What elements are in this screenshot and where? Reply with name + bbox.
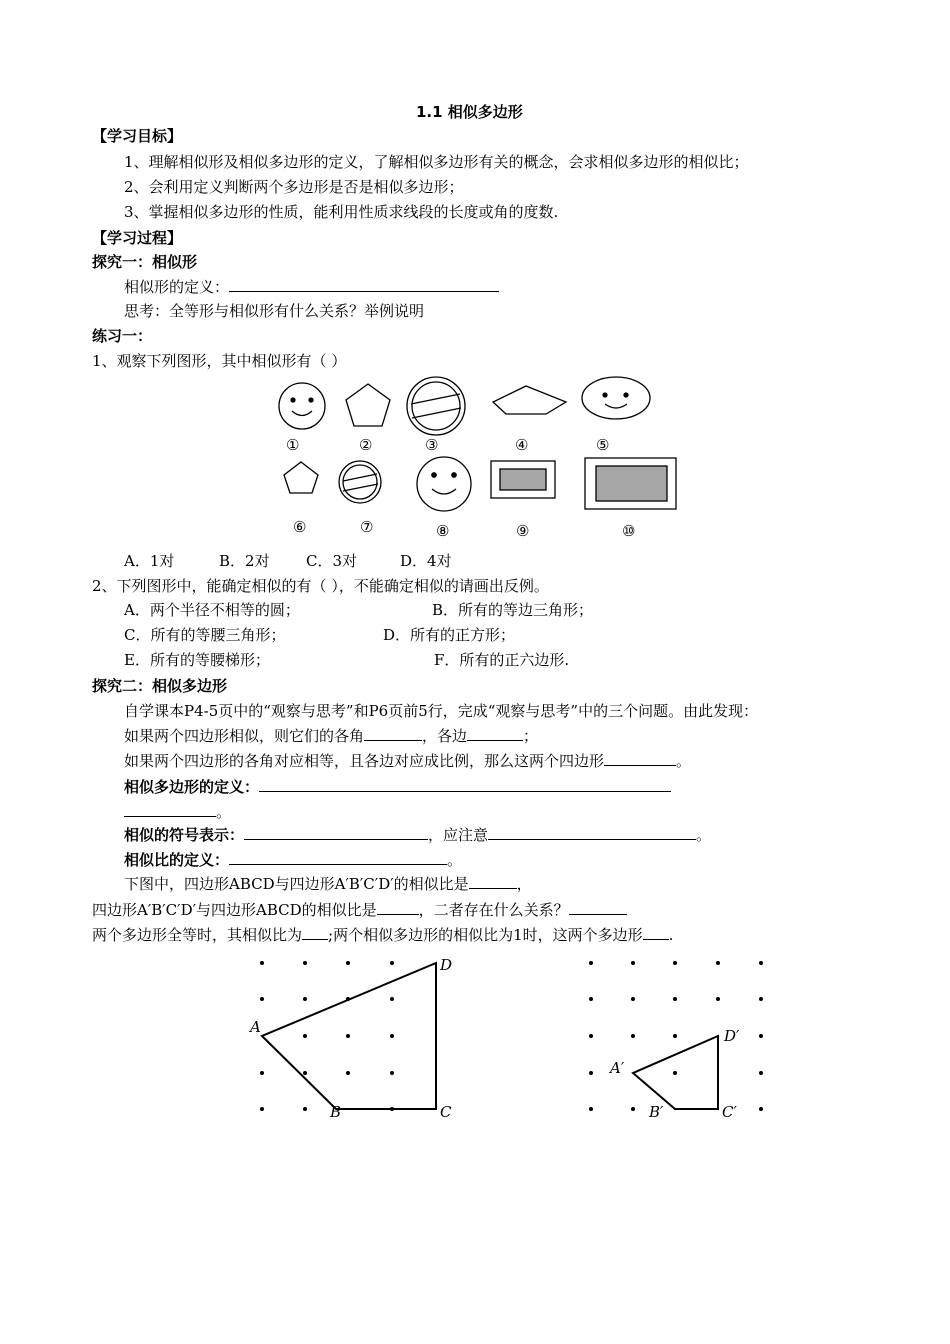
text-segment: ，各边 bbox=[422, 727, 468, 745]
goal-item-2: 2、会利用定义判断两个多边形是否是相似多边形； bbox=[124, 178, 464, 196]
text-segment: 两个多边形全等时，其相似比为 bbox=[92, 926, 303, 944]
text-segment: 与四边形ABCD的相似比是 bbox=[196, 901, 377, 919]
quad-prime-name: A′B′C′D′ bbox=[137, 901, 196, 919]
q1-option-d[interactable]: D．4对 bbox=[400, 552, 452, 570]
explore2-heading: 探究二：相似多边形 bbox=[92, 677, 228, 695]
text-segment: 的相似比是 bbox=[393, 875, 469, 893]
q2-option-e[interactable]: E．所有的等腰梯形； bbox=[124, 651, 270, 669]
question-2: 2、下列图形中，能确定相似的有（ ），不能确定相似的请画出反例。 bbox=[92, 577, 549, 595]
ratio-label: 相似比的定义： bbox=[124, 851, 230, 869]
vertex-label-d: D bbox=[440, 956, 453, 974]
figure-label-4: ④ bbox=[515, 436, 529, 454]
figure-label-7: ⑦ bbox=[360, 518, 374, 536]
think-question: 思考：全等形与相似形有什么关系？举例说明 bbox=[124, 302, 425, 320]
vertex-label-c: C bbox=[440, 1103, 452, 1121]
vertex-label-b-prime: B′ bbox=[649, 1103, 664, 1121]
definition-label: 相似形的定义： bbox=[124, 278, 230, 296]
text-segment: 下图中，四边形ABCD与四边形 bbox=[124, 875, 335, 893]
figure-label-9: ⑨ bbox=[516, 522, 530, 540]
text-segment: 。 bbox=[216, 803, 232, 821]
vertex-label-a: A bbox=[250, 1018, 261, 1036]
figure-label-1: ① bbox=[286, 436, 300, 454]
text-segment: ， bbox=[516, 875, 532, 893]
q2-option-b[interactable]: B．所有的等边三角形； bbox=[432, 601, 594, 619]
text-segment: 如果两个四边形相似，则它们的各角 bbox=[124, 727, 365, 745]
text-segment: 。 bbox=[676, 752, 692, 770]
goal-item-3: 3、掌握相似多边形的性质，能利用性质求线段的长度或角的度数. bbox=[124, 203, 559, 221]
page-title: 1.1 相似多边形 bbox=[416, 103, 523, 121]
q1-option-a[interactable]: A．1对 bbox=[124, 552, 175, 570]
text-segment: 。 bbox=[447, 851, 463, 869]
process-heading: 【学习过程】 bbox=[92, 229, 183, 247]
text-segment: 如果两个四边形的各角对应相等，且各边对应成比例，那么这两个四边形 bbox=[124, 752, 605, 770]
symbol-label: 相似的符号表示： bbox=[124, 826, 245, 844]
q2-option-a[interactable]: A．两个半径不相等的圆； bbox=[124, 601, 300, 619]
figure-label-6: ⑥ bbox=[293, 518, 307, 536]
text-segment: 四边形 bbox=[92, 901, 138, 919]
explore2-intro: 自学课本P4-5页中的“观察与思考”和P6页前5行，完成“观察与思考”中的三个问题。由此发现： bbox=[124, 702, 759, 720]
figure-label-2: ② bbox=[359, 436, 373, 454]
q1-option-b[interactable]: B．2对 bbox=[219, 552, 270, 570]
q1-option-c[interactable]: C．3对 bbox=[306, 552, 358, 570]
text-segment: 。 bbox=[696, 826, 712, 844]
explore1-heading: 探究一：相似形 bbox=[92, 253, 198, 271]
figure-label-10: ⑩ bbox=[622, 522, 636, 540]
q2-option-f[interactable]: F．所有的正六边形. bbox=[434, 651, 570, 669]
definition-label: 相似多边形的定义： bbox=[124, 778, 260, 796]
dot-grid-left bbox=[260, 961, 394, 1111]
quad-prime-name: A′B′C′D′ bbox=[334, 875, 394, 893]
figure-label-3: ③ bbox=[425, 436, 439, 454]
question-1: 1、观察下列图形，其中相似形有（ ） bbox=[92, 352, 347, 370]
vertex-label-d-prime: D′ bbox=[724, 1027, 740, 1045]
q2-option-d[interactable]: D．所有的正方形； bbox=[383, 626, 516, 644]
goals-heading: 【学习目标】 bbox=[92, 127, 183, 145]
goal-item-1: 1、理解相似形及相似多边形的定义，了解相似多边形有关的概念，会求相似多边形的相似比； bbox=[124, 153, 749, 171]
figure-label-5: ⑤ bbox=[596, 436, 610, 454]
vertex-label-c-prime: C′ bbox=[722, 1103, 737, 1121]
vertex-label-b: B bbox=[330, 1103, 342, 1121]
text-segment: ，应注意 bbox=[428, 826, 489, 844]
practice-heading: 练习一： bbox=[92, 327, 153, 345]
text-segment: . bbox=[668, 926, 674, 944]
vertex-label-a-prime: A′ bbox=[610, 1059, 625, 1077]
text-segment: ，二者存在什么关系？ bbox=[418, 901, 569, 919]
q2-option-c[interactable]: C．所有的等腰三角形； bbox=[124, 626, 286, 644]
text-segment: ； bbox=[523, 727, 539, 745]
text-segment: ;两个相似多边形的相似比为1时，这两个多边形 bbox=[328, 926, 643, 944]
figure-label-8: ⑧ bbox=[436, 522, 450, 540]
